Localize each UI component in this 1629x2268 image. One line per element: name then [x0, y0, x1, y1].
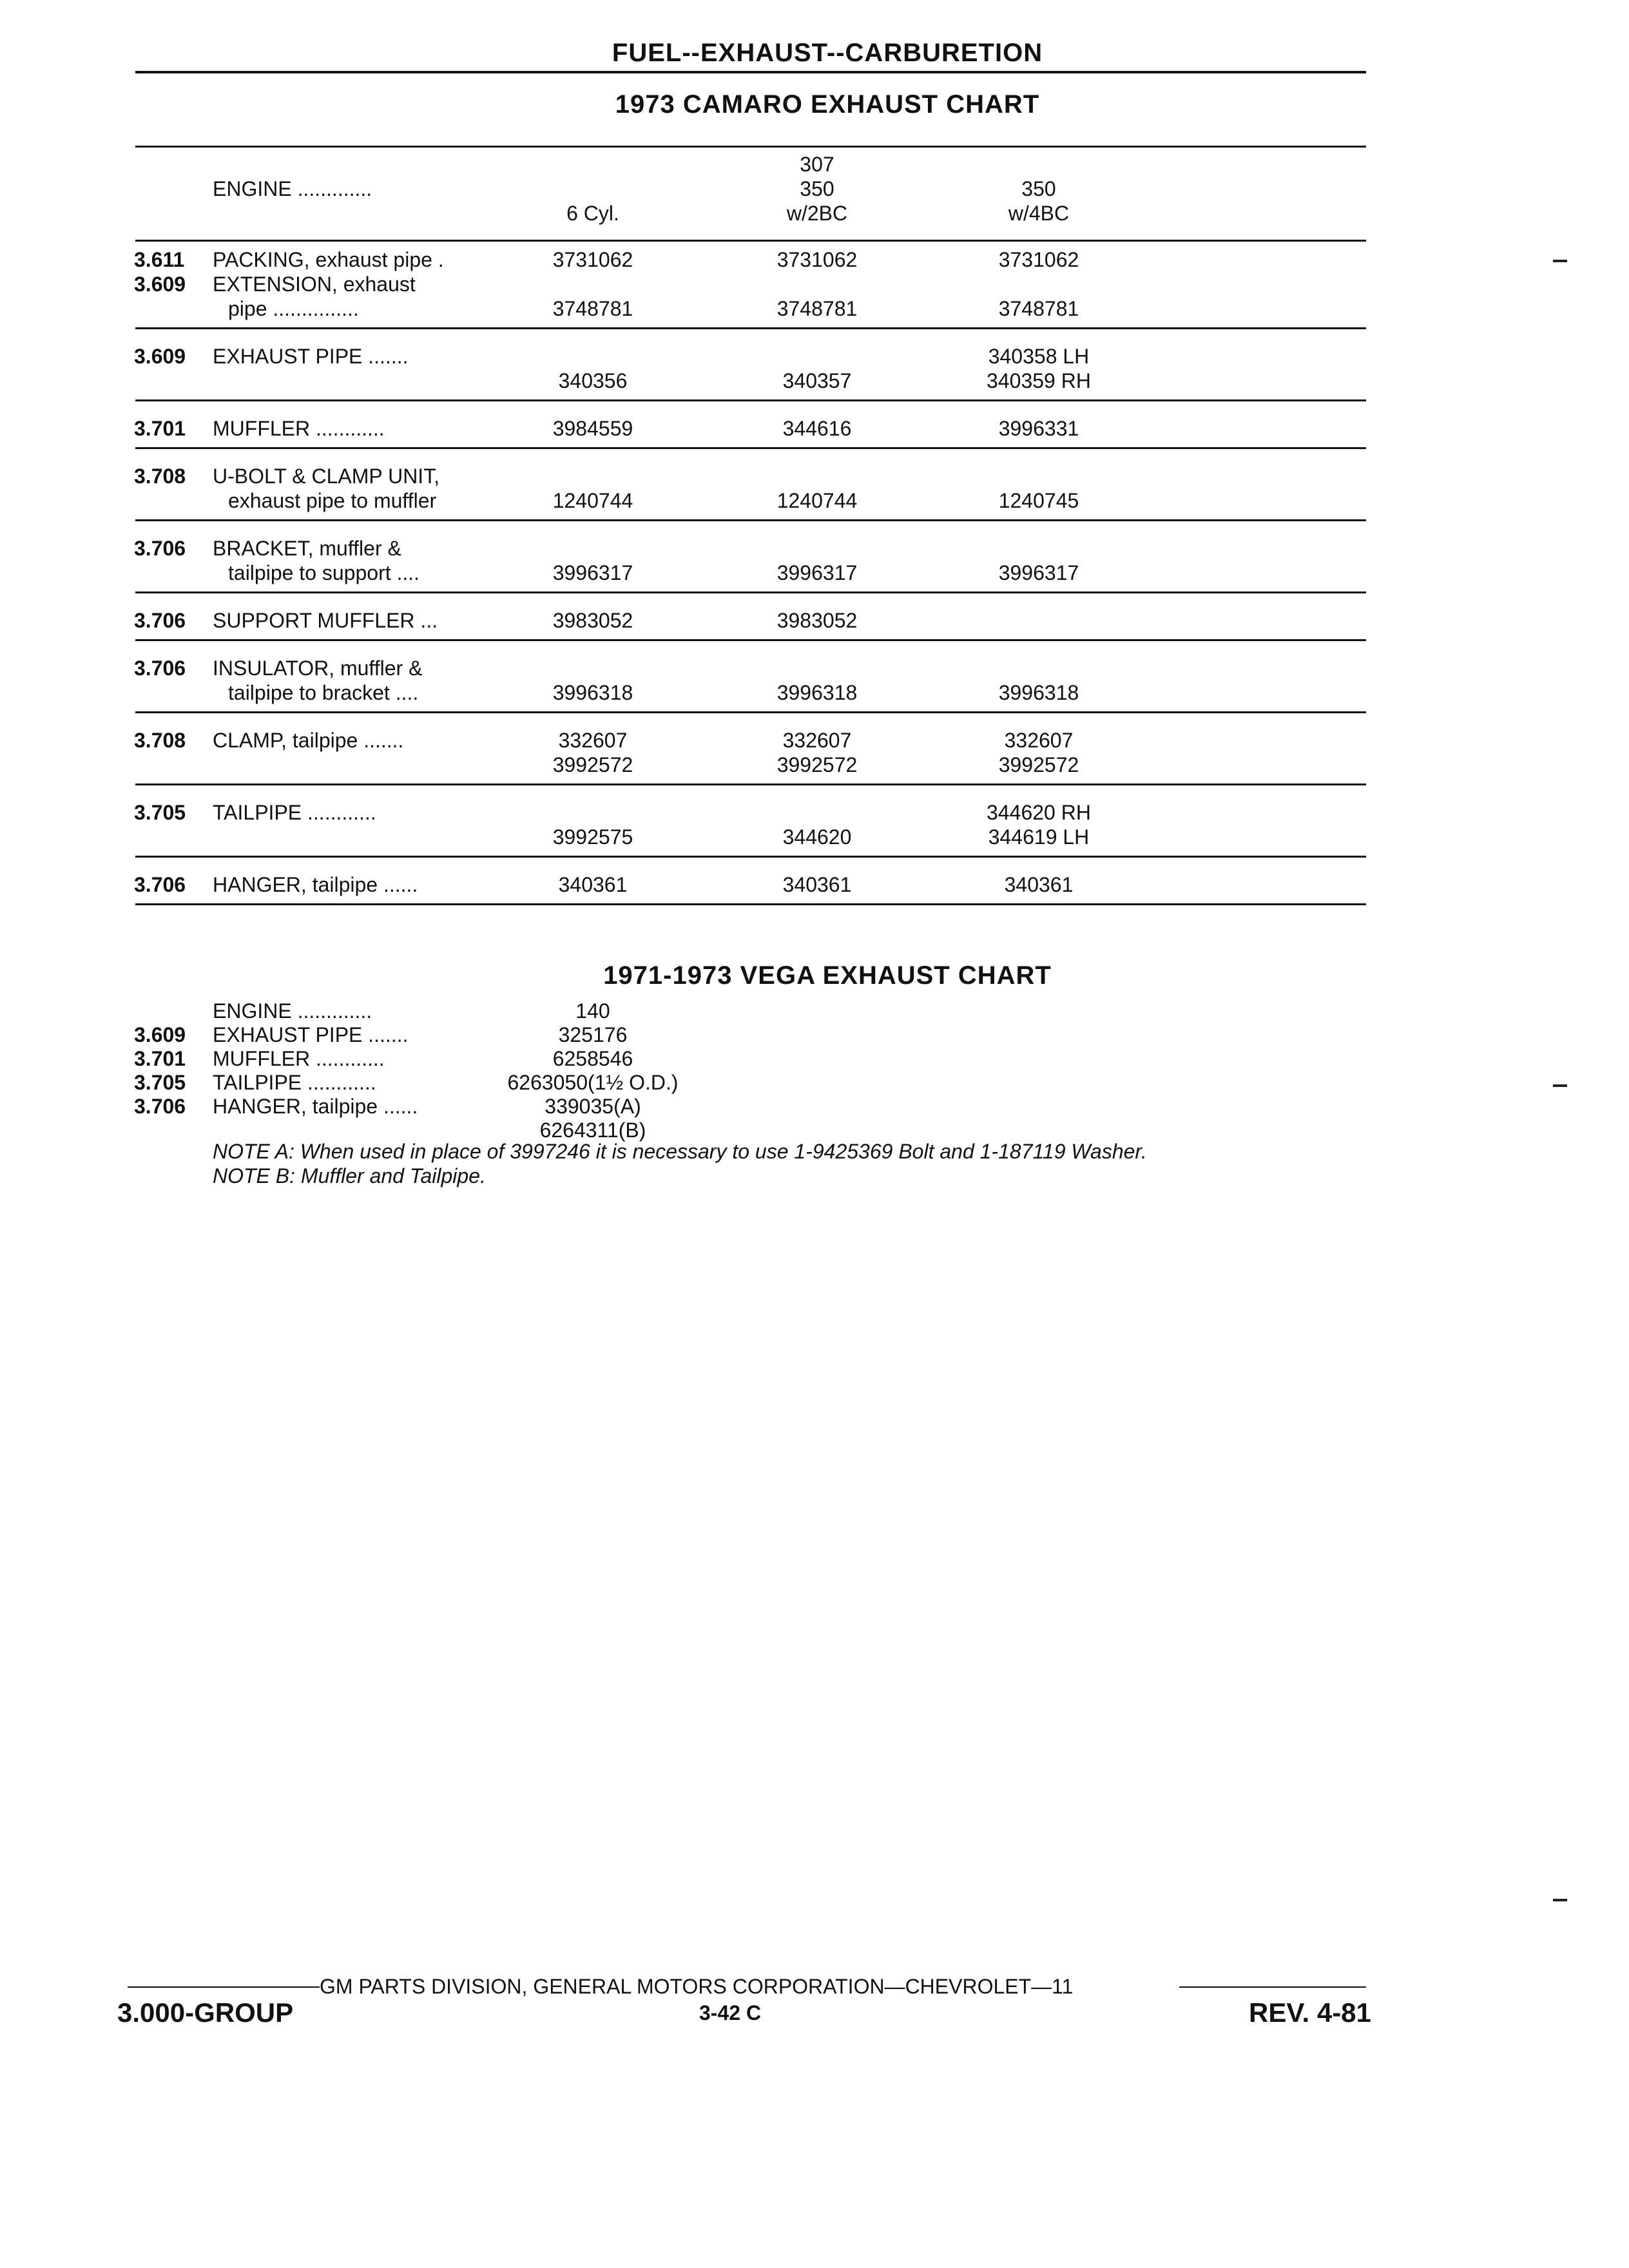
part-number: 3.706: [134, 537, 186, 560]
part-description: EXHAUST PIPE .......: [213, 345, 409, 368]
part-value: 6258546: [552, 1047, 633, 1070]
part-value: 3996318: [552, 681, 633, 704]
part-value: 339035(A): [545, 1095, 641, 1118]
column-header: 6 Cyl.: [566, 202, 619, 225]
part-number: 3.609: [134, 1023, 186, 1046]
column-header: w/2BC: [786, 202, 848, 225]
note-b: NOTE B: Muffler and Tailpipe.: [213, 1164, 486, 1187]
part-value: 3748781: [776, 297, 858, 320]
part-description: MUFFLER ............: [213, 1047, 385, 1070]
part-description: EXTENSION, exhaust: [213, 273, 416, 296]
row-divider: [135, 783, 1366, 785]
camaro-chart-title: 1973 CAMARO EXHAUST CHART: [615, 90, 1040, 119]
part-value: 3983052: [552, 609, 633, 632]
part-number: 3.609: [134, 345, 186, 368]
footer-page: 3-42 C: [699, 2001, 762, 2024]
row-divider: [135, 711, 1366, 713]
part-number: 3.705: [134, 801, 186, 824]
part-description: MUFFLER ............: [213, 417, 385, 440]
footer-revision: REV. 4-81: [1249, 1997, 1371, 2028]
part-value: 332607: [782, 729, 852, 752]
part-number: 3.701: [134, 417, 186, 440]
margin-mark: [1553, 260, 1567, 262]
part-description: HANGER, tailpipe ......: [213, 1095, 418, 1118]
part-value: 3983052: [776, 609, 858, 632]
camaro-top-rule: [135, 146, 1366, 148]
part-value: 3996317: [998, 561, 1079, 584]
part-value: 6264311(B): [539, 1119, 646, 1142]
row-divider: [135, 327, 1366, 329]
part-value: 3731062: [776, 248, 858, 271]
part-value: 340361: [1004, 873, 1074, 896]
part-value: 3992572: [552, 753, 633, 776]
part-value: 1240745: [998, 489, 1079, 512]
vega-chart-title: 1971-1973 VEGA EXHAUST CHART: [603, 961, 1052, 990]
row-divider: [135, 639, 1366, 641]
row-divider: [135, 903, 1366, 905]
part-value: 140: [575, 999, 610, 1023]
part-description: SUPPORT MUFFLER ...: [213, 609, 438, 632]
part-value: 344619 LH: [988, 825, 1090, 849]
part-value: 344620: [782, 825, 852, 849]
part-description: TAILPIPE ............: [213, 801, 376, 824]
column-header: 307: [800, 153, 834, 176]
part-number: 3.706: [134, 609, 186, 632]
part-value: 6263050(1½ O.D.): [507, 1071, 679, 1094]
part-value: 1240744: [776, 489, 858, 512]
column-header: w/4BC: [1008, 202, 1070, 225]
part-value: 3996317: [552, 561, 633, 584]
part-description: INSULATOR, muffler &: [213, 657, 423, 680]
row-divider: [135, 519, 1366, 521]
row-divider: [135, 399, 1366, 401]
row-divider: [135, 447, 1366, 449]
column-header: 350: [1021, 177, 1056, 200]
section-title: FUEL--EXHAUST--CARBURETION: [612, 39, 1043, 67]
part-value: 340356: [558, 369, 628, 392]
engine-label: ENGINE .............: [213, 177, 372, 200]
note-a: NOTE A: When used in place of 3997246 it is necessary to use 1-9425369 Bolt and 1-187119 Washer.: [213, 1140, 1147, 1163]
part-value: 3992572: [998, 753, 1079, 776]
part-description: tailpipe to support ....: [228, 561, 420, 584]
column-header: 350: [800, 177, 834, 200]
part-value: 3748781: [552, 297, 633, 320]
part-description: U-BOLT & CLAMP UNIT,: [213, 465, 440, 488]
part-description: tailpipe to bracket ....: [228, 681, 419, 704]
part-description: PACKING, exhaust pipe .: [213, 248, 444, 271]
part-value: 3748781: [998, 297, 1079, 320]
footer-rule-left: [128, 1986, 320, 1988]
part-value: 332607: [1004, 729, 1074, 752]
part-number: 3.708: [134, 729, 186, 752]
part-value: 340357: [782, 369, 852, 392]
margin-mark: [1553, 1084, 1567, 1087]
part-number: 3.701: [134, 1047, 186, 1070]
part-value: 340359 RH: [987, 369, 1091, 392]
part-value: 1240744: [552, 489, 633, 512]
part-description: BRACKET, muffler &: [213, 537, 401, 560]
footer-rule-right: [1179, 1986, 1366, 1988]
part-description: EXHAUST PIPE .......: [213, 1023, 409, 1046]
part-number: 3.706: [134, 1095, 186, 1118]
footer-division: GM PARTS DIVISION, GENERAL MOTORS CORPORATION—CHEVROLET—11: [320, 1975, 1074, 1998]
part-value: 344616: [782, 417, 852, 440]
header-rule-thick: [135, 71, 1366, 73]
part-value: 344620 RH: [987, 801, 1091, 824]
row-divider: [135, 856, 1366, 858]
part-number: 3.705: [134, 1071, 186, 1094]
part-description: exhaust pipe to muffler: [228, 489, 437, 512]
part-value: 3996318: [776, 681, 858, 704]
part-value: 3992575: [552, 825, 633, 849]
footer-group: 3.000-GROUP: [117, 1997, 294, 2028]
part-value: 3992572: [776, 753, 858, 776]
part-value: 3996331: [998, 417, 1079, 440]
part-description: HANGER, tailpipe ......: [213, 873, 418, 896]
part-description: pipe ...............: [228, 297, 359, 320]
part-value: 3984559: [552, 417, 633, 440]
part-value: 3731062: [998, 248, 1079, 271]
part-value: 332607: [558, 729, 628, 752]
part-value: 3996317: [776, 561, 858, 584]
part-number: 3.706: [134, 873, 186, 896]
part-value: 340361: [782, 873, 852, 896]
part-description: ENGINE .............: [213, 999, 372, 1023]
margin-mark: [1553, 1899, 1567, 1901]
part-value: 340361: [558, 873, 628, 896]
row-divider: [135, 240, 1366, 242]
part-value: 3731062: [552, 248, 633, 271]
part-number: 3.708: [134, 465, 186, 488]
row-divider: [135, 591, 1366, 593]
part-description: CLAMP, tailpipe .......: [213, 729, 404, 752]
part-value: 325176: [558, 1023, 628, 1046]
part-description: TAILPIPE ............: [213, 1071, 376, 1094]
part-value: 3996318: [998, 681, 1079, 704]
part-number: 3.609: [134, 273, 186, 296]
part-number: 3.611: [134, 248, 185, 271]
part-number: 3.706: [134, 657, 186, 680]
part-value: 340358 LH: [988, 345, 1090, 368]
